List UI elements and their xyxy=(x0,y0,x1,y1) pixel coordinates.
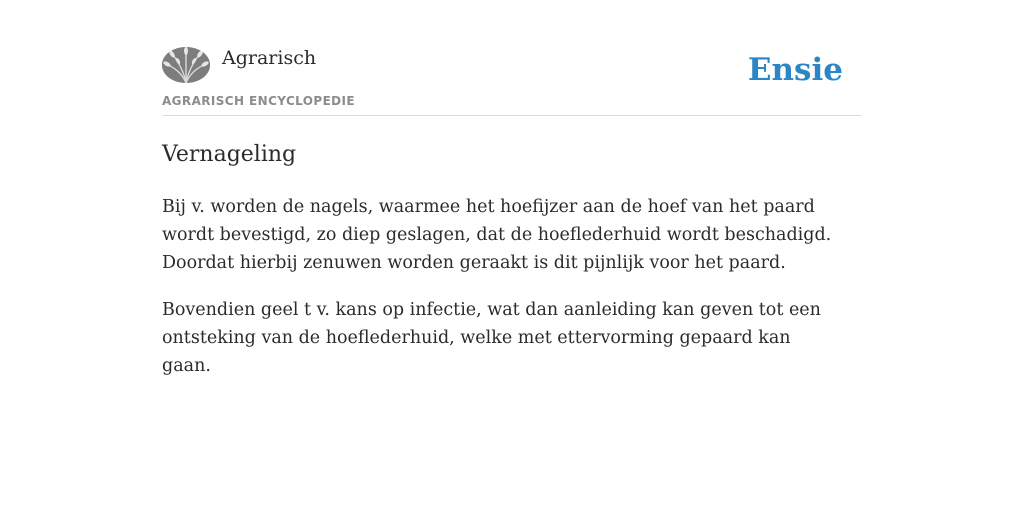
article-paragraph: Bovendien geel t v. kans op infectie, wat dan aanleiding kan geven tot een ontsteking van de hoeflederhuid, welke met ettervorming gepaard kan gaan. xyxy=(162,300,821,376)
content-container xyxy=(162,0,862,380)
wheat-icon[interactable] xyxy=(162,47,210,83)
article-paragraph: Bij v. worden de nagels, waarmee het hoefijzer aan de hoef van het paard wordt bevestigd, zo diep geslagen, dat de hoeflederhuid wordt beschadigd. Doordat hierbij zenuwen worden geraakt is dit pijnlijk voor het paard. xyxy=(162,197,832,273)
article-title: Vernageling xyxy=(162,142,297,167)
site-header xyxy=(162,0,862,116)
publisher-name[interactable]: Agrarisch xyxy=(222,47,317,69)
publisher-subtitle[interactable]: AGRARISCH ENCYCLOPEDIE xyxy=(162,94,355,108)
brand-logo-link[interactable]: Ensie xyxy=(747,52,843,88)
